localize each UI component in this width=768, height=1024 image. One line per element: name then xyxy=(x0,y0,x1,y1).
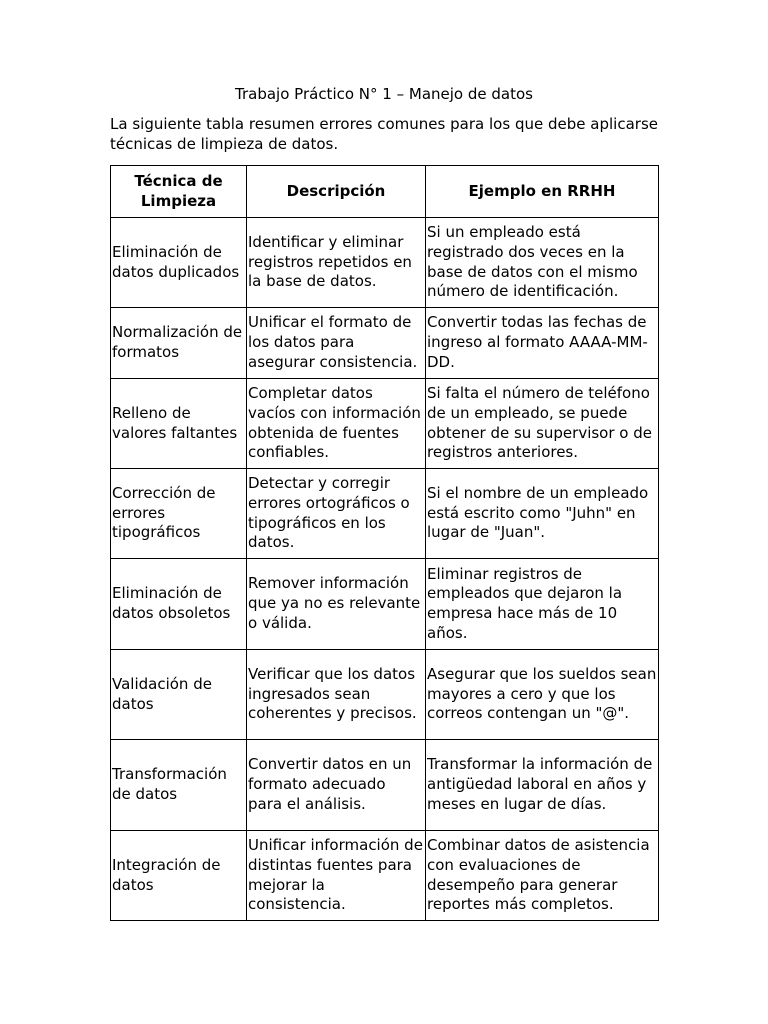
cell-tecnica: Eliminación de datos duplicados xyxy=(111,218,247,308)
cell-ejemplo: Eliminar registros de empleados que dejaron la empresa hace más de 10 años. xyxy=(426,559,659,650)
cell-tecnica: Integración de datos xyxy=(111,831,247,921)
cell-tecnica: Corrección de errores tipográficos xyxy=(111,469,247,559)
cell-tecnica: Eliminación de datos obsoletos xyxy=(111,559,247,650)
intro-paragraph: La siguiente tabla resumen errores comunes para los que debe aplicarse técnicas de limpieza de datos. xyxy=(110,115,658,153)
cleaning-techniques-table xyxy=(110,165,659,921)
table-row xyxy=(111,740,659,831)
document-title: Trabajo Práctico N° 1 – Manejo de datos xyxy=(235,85,533,103)
cell-ejemplo: Convertir todas las fechas de ingreso al formato AAAA-MM-DD. xyxy=(426,308,659,379)
table-row xyxy=(111,218,659,308)
cell-ejemplo: Transformar la información de antigüedad laboral en años y meses en lugar de días. xyxy=(426,740,659,831)
cell-descripcion: Completar datos vacíos con información obtenida de fuentes confiables. xyxy=(247,379,426,469)
cell-tecnica: Validación de datos xyxy=(111,650,247,740)
table-row xyxy=(111,308,659,379)
cell-ejemplo: Si un empleado está registrado dos veces en la base de datos con el mismo número de identificación. xyxy=(426,218,659,308)
cell-descripcion: Unificar el formato de los datos para asegurar consistencia. xyxy=(247,308,426,379)
cell-descripcion: Verificar que los datos ingresados sean coherentes y precisos. xyxy=(247,650,426,740)
cell-tecnica: Normalización de formatos xyxy=(111,308,247,379)
cell-tecnica: Transformación de datos xyxy=(111,740,247,831)
table-header-row xyxy=(111,166,659,218)
cell-ejemplo: Combinar datos de asistencia con evaluaciones de desempeño para generar reportes más completos. xyxy=(426,831,659,921)
cell-descripcion: Detectar y corregir errores ortográficos o tipográficos en los datos. xyxy=(247,469,426,559)
header-tecnica: Técnica de Limpieza xyxy=(111,166,247,218)
cell-ejemplo: Asegurar que los sueldos sean mayores a cero y que los correos contengan un "@". xyxy=(426,650,659,740)
table-row xyxy=(111,469,659,559)
cell-descripcion: Identificar y eliminar registros repetidos en la base de datos. xyxy=(247,218,426,308)
cell-descripcion: Convertir datos en un formato adecuado para el análisis. xyxy=(247,740,426,831)
cell-ejemplo: Si el nombre de un empleado está escrito como "Juhn" en lugar de "Juan". xyxy=(426,469,659,559)
cell-ejemplo: Si falta el número de teléfono de un empleado, se puede obtener de su supervisor o de registros anteriores. xyxy=(426,379,659,469)
cell-tecnica: Relleno de valores faltantes xyxy=(111,379,247,469)
table-row xyxy=(111,559,659,650)
cell-descripcion: Remover información que ya no es relevante o válida. xyxy=(247,559,426,650)
table-row xyxy=(111,650,659,740)
table-row xyxy=(111,831,659,921)
table-row xyxy=(111,379,659,469)
header-descripcion: Descripción xyxy=(247,166,426,218)
cell-descripcion: Unificar información de distintas fuentes para mejorar la consistencia. xyxy=(247,831,426,921)
header-ejemplo: Ejemplo en RRHH xyxy=(426,166,659,218)
